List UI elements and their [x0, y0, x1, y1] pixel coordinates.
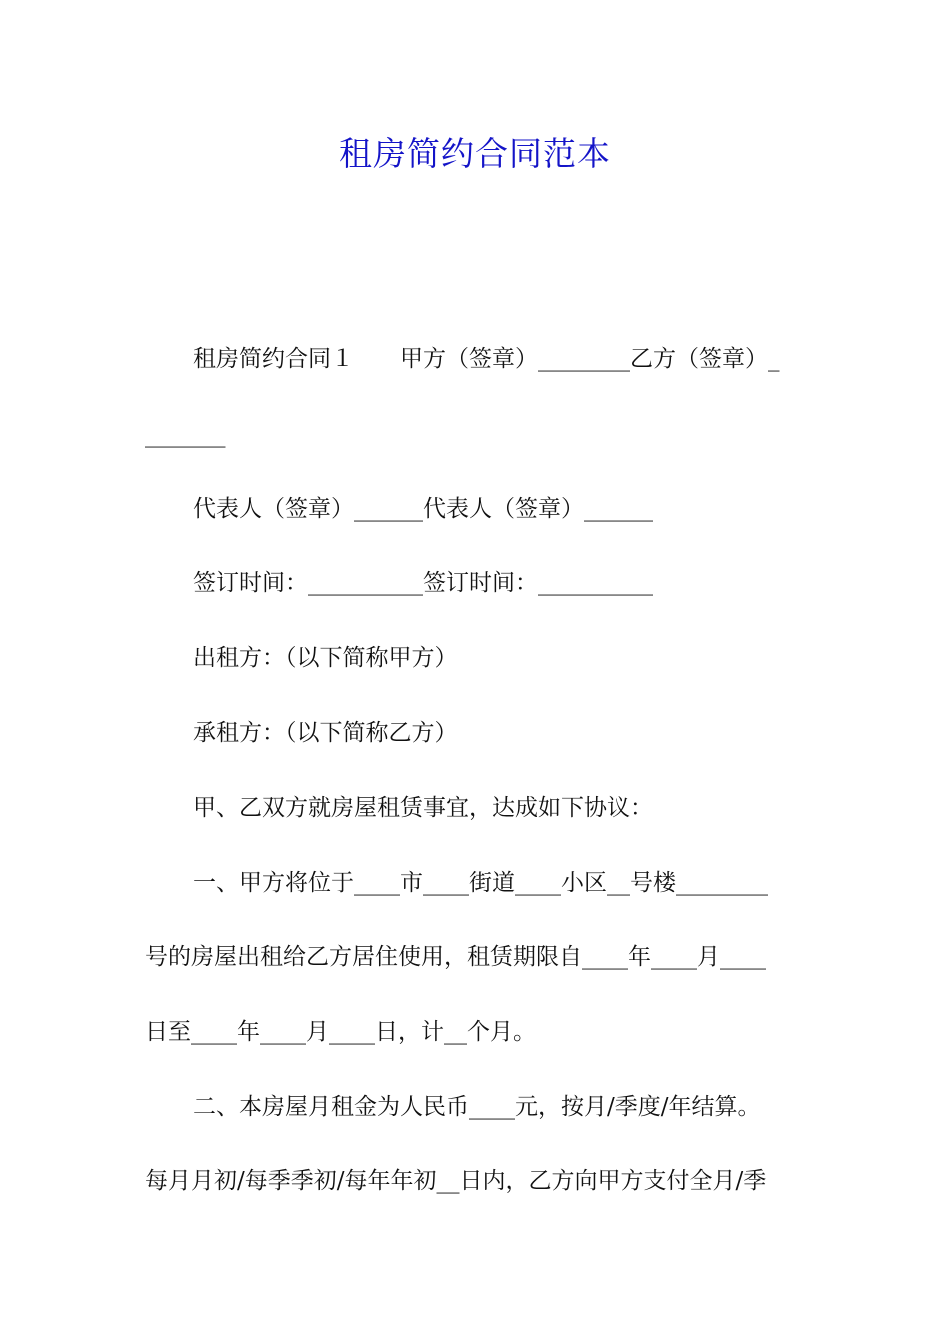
paragraph-line: 签订时间：__________签订时间：__________ [193, 570, 653, 596]
paragraph-line: 号的房屋出租给乙方居住使用，租赁期限自____年____月____ [145, 944, 766, 970]
paragraph-line: 日至____年____月____日，计__个月。 [145, 1019, 536, 1045]
paragraph-line: 承租方：（以下简称乙方） [193, 720, 458, 746]
paragraph-line: 二、本房屋月租金为人民币____元，按月/季度/年结算。 [193, 1094, 761, 1120]
paragraph-line: 每月月初/每季季初/每年年初__日内，乙方向甲方支付全月/季 [145, 1168, 767, 1194]
paragraph-line: _______ [145, 422, 226, 448]
paragraph-line: 一、甲方将位于____市____街道____小区__号楼________ [193, 870, 768, 896]
paragraph-line: 出租方：（以下简称甲方） [193, 645, 458, 671]
document-title: 租房简约合同范本 [339, 134, 611, 173]
paragraph-line: 甲、乙双方就房屋租赁事宜，达成如下协议： [193, 795, 653, 821]
paragraph-line: 代表人（签章）______代表人（签章）______ [193, 496, 653, 522]
paragraph-line: 租房简约合同１ 甲方（签章）________乙方（签章）_ [193, 346, 780, 372]
